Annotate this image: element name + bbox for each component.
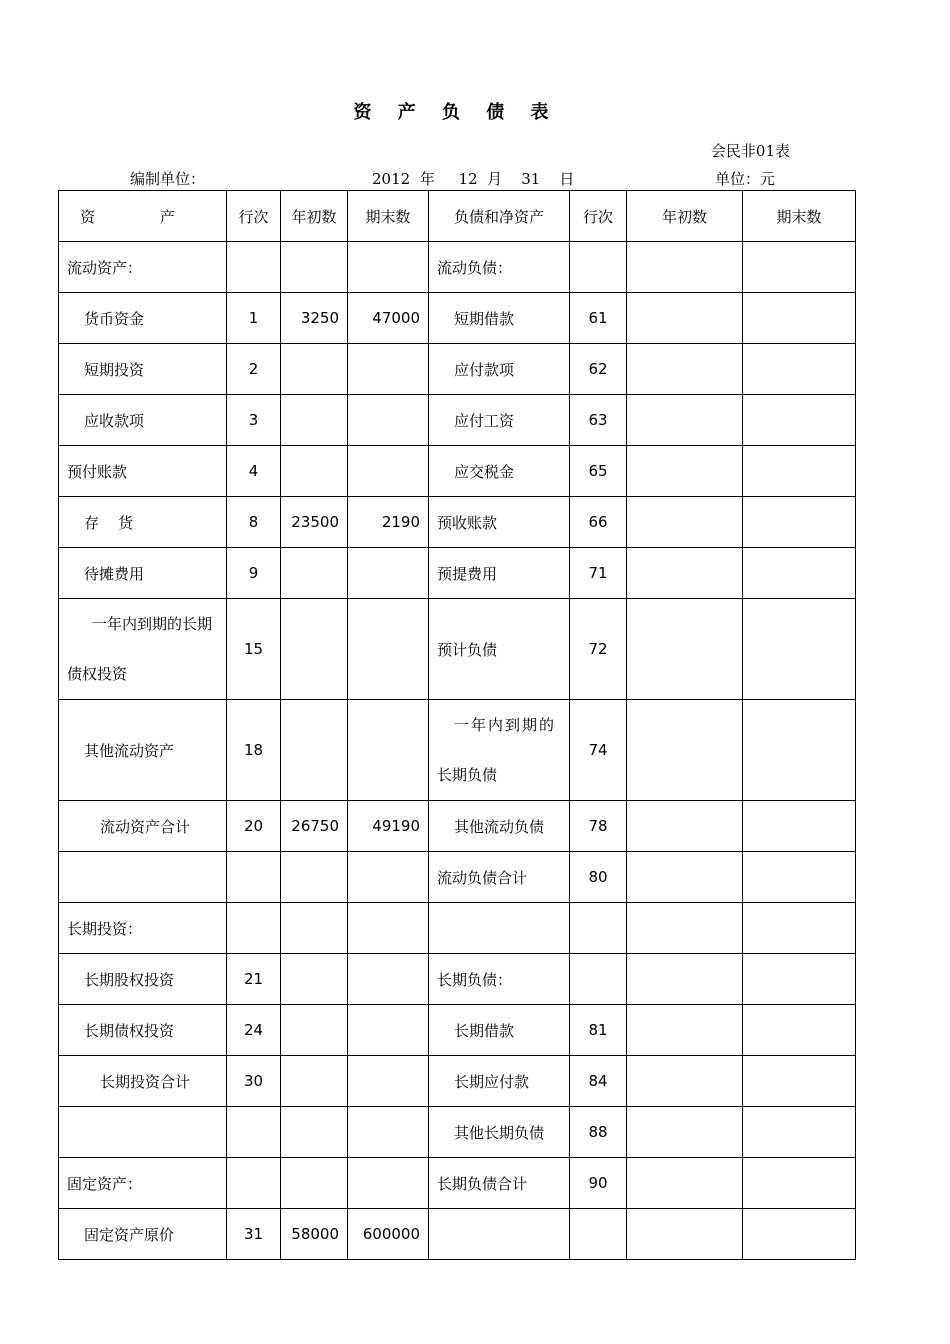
- liability-row-no: 81: [570, 1005, 627, 1056]
- org-label: 编制单位：: [130, 170, 206, 188]
- asset-begin: 58000: [281, 1209, 348, 1260]
- asset-row-no: 21: [227, 954, 281, 1005]
- liability-name: 应付工资: [429, 395, 570, 446]
- liability-begin: [627, 1107, 743, 1158]
- liability-name: 应付款项: [429, 344, 570, 395]
- liability-begin: [627, 903, 743, 954]
- liability-name: 长期应付款: [429, 1056, 570, 1107]
- liability-row-no: 80: [570, 852, 627, 903]
- asset-begin: 23500: [281, 497, 348, 548]
- asset-begin: [281, 1056, 348, 1107]
- liability-end: [743, 548, 856, 599]
- asset-name: 其他流动资产: [59, 700, 227, 801]
- liability-end: [743, 293, 856, 344]
- asset-begin: [281, 1005, 348, 1056]
- table-row: [59, 801, 856, 852]
- asset-begin: [281, 242, 348, 293]
- liability-name: 预收账款: [429, 497, 570, 548]
- asset-end: 600000: [348, 1209, 429, 1260]
- header-end: 期末数: [348, 191, 429, 242]
- liability-begin: [627, 599, 743, 700]
- asset-name: [59, 852, 227, 903]
- liability-row-no: [570, 903, 627, 954]
- header-begin: 年初数: [281, 191, 348, 242]
- asset-end: [348, 1107, 429, 1158]
- liability-end: [743, 1056, 856, 1107]
- asset-row-no: 9: [227, 548, 281, 599]
- liability-begin: [627, 1005, 743, 1056]
- liability-name: 长期借款: [429, 1005, 570, 1056]
- header-asset: 资 产: [59, 191, 227, 242]
- liability-begin: [627, 344, 743, 395]
- liability-end: [743, 1158, 856, 1209]
- asset-end: [348, 242, 429, 293]
- asset-end: [348, 1056, 429, 1107]
- asset-name: 长期投资：: [59, 903, 227, 954]
- liability-row-no: 61: [570, 293, 627, 344]
- table-row: [59, 599, 856, 700]
- liability-end: [743, 903, 856, 954]
- table-row: [59, 1056, 856, 1107]
- table-header-row: [59, 191, 856, 242]
- table-row: [59, 242, 856, 293]
- asset-end: [348, 446, 429, 497]
- liability-end: [743, 1209, 856, 1260]
- liability-end: [743, 446, 856, 497]
- asset-row-no: [227, 852, 281, 903]
- asset-end: [348, 1158, 429, 1209]
- liability-begin: [627, 497, 743, 548]
- asset-begin: [281, 395, 348, 446]
- asset-name-line1: 一年内到期的长期: [92, 615, 213, 633]
- liability-end: [743, 801, 856, 852]
- liability-name: [429, 903, 570, 954]
- unit-label: 单位：元: [715, 170, 776, 188]
- asset-end: 49190: [348, 801, 429, 852]
- report-date: 2012 年 12 月 31 日: [372, 170, 575, 188]
- liability-end: [743, 344, 856, 395]
- liability-begin: [627, 446, 743, 497]
- table-row: [59, 903, 856, 954]
- table-row: [59, 497, 856, 548]
- liability-end: [743, 242, 856, 293]
- table-row: [59, 344, 856, 395]
- liability-row-no: 88: [570, 1107, 627, 1158]
- asset-begin: [281, 344, 348, 395]
- form-code: 会民非01表: [710, 142, 790, 160]
- table-row: [59, 1107, 856, 1158]
- asset-name: 短期投资: [59, 344, 227, 395]
- liability-end: [743, 700, 856, 801]
- liability-name: 应交税金: [429, 446, 570, 497]
- liability-begin: [627, 293, 743, 344]
- liability-begin: [627, 700, 743, 801]
- asset-row-no: 3: [227, 395, 281, 446]
- asset-begin: 26750: [281, 801, 348, 852]
- liability-name: 流动负债合计: [429, 852, 570, 903]
- asset-end: [348, 599, 429, 700]
- asset-begin: [281, 1107, 348, 1158]
- asset-name: 固定资产：: [59, 1158, 227, 1209]
- liability-end: [743, 852, 856, 903]
- liability-row-no: 74: [570, 700, 627, 801]
- liability-end: [743, 395, 856, 446]
- asset-name: 固定资产原价: [59, 1209, 227, 1260]
- asset-end: [348, 852, 429, 903]
- table-row: [59, 1209, 856, 1260]
- header-row-no-2: 行次: [570, 191, 627, 242]
- asset-end: [348, 903, 429, 954]
- asset-row-no: 20: [227, 801, 281, 852]
- liability-begin: [627, 1209, 743, 1260]
- asset-name: [59, 599, 227, 700]
- liability-row-no: 66: [570, 497, 627, 548]
- liability-begin: [627, 548, 743, 599]
- asset-row-no: 4: [227, 446, 281, 497]
- asset-end: [348, 395, 429, 446]
- asset-name: 长期股权投资: [59, 954, 227, 1005]
- asset-end: [348, 954, 429, 1005]
- asset-row-no: 15: [227, 599, 281, 700]
- table-row: [59, 293, 856, 344]
- liability-name: 预提费用: [429, 548, 570, 599]
- asset-begin: 3250: [281, 293, 348, 344]
- asset-row-no: [227, 242, 281, 293]
- liability-begin: [627, 954, 743, 1005]
- asset-name: 预付账款: [59, 446, 227, 497]
- liability-begin: [627, 852, 743, 903]
- liability-row-no: 71: [570, 548, 627, 599]
- asset-end: [348, 344, 429, 395]
- asset-name: 待摊费用: [59, 548, 227, 599]
- asset-begin: [281, 903, 348, 954]
- asset-name-line2: 债权投资: [67, 665, 128, 683]
- asset-begin: [281, 852, 348, 903]
- liability-row-no: 62: [570, 344, 627, 395]
- meta-row: [0, 168, 950, 190]
- liability-name: [429, 1209, 570, 1260]
- liability-row-no: 84: [570, 1056, 627, 1107]
- header-end-2: 期末数: [743, 191, 856, 242]
- liability-name-line2: 长期负债: [437, 766, 498, 784]
- liability-end: [743, 497, 856, 548]
- liability-name: 长期负债：: [429, 954, 570, 1005]
- liability-row-no: 63: [570, 395, 627, 446]
- liability-name: 其他流动负债: [429, 801, 570, 852]
- asset-row-no: 30: [227, 1056, 281, 1107]
- liability-begin: [627, 1056, 743, 1107]
- liability-end: [743, 1107, 856, 1158]
- asset-name: 流动资产：: [59, 242, 227, 293]
- asset-row-no: [227, 1107, 281, 1158]
- liability-row-no: 78: [570, 801, 627, 852]
- asset-begin: [281, 599, 348, 700]
- liability-name: 长期负债合计: [429, 1158, 570, 1209]
- table-row: [59, 395, 856, 446]
- asset-row-no: 18: [227, 700, 281, 801]
- asset-begin: [281, 446, 348, 497]
- asset-name: 应收款项: [59, 395, 227, 446]
- balance-sheet-table: [58, 190, 856, 1260]
- asset-name: 货币资金: [59, 293, 227, 344]
- liability-row-no: 90: [570, 1158, 627, 1209]
- liability-end: [743, 1005, 856, 1056]
- liability-row-no: 72: [570, 599, 627, 700]
- table-row: [59, 1158, 856, 1209]
- liability-begin: [627, 1158, 743, 1209]
- table-row: [59, 700, 856, 801]
- table-row: [59, 1005, 856, 1056]
- asset-end: [348, 700, 429, 801]
- liability-end: [743, 954, 856, 1005]
- liability-begin: [627, 395, 743, 446]
- liability-name-line1: 一年内到期的: [454, 716, 557, 734]
- liability-name: 流动负债：: [429, 242, 570, 293]
- table-row: [59, 446, 856, 497]
- liability-row-no: [570, 242, 627, 293]
- liability-row-no: [570, 1209, 627, 1260]
- liability-name: 预计负债: [429, 599, 570, 700]
- liability-row-no: 65: [570, 446, 627, 497]
- asset-row-no: 1: [227, 293, 281, 344]
- asset-begin: [281, 700, 348, 801]
- asset-name: [59, 1107, 227, 1158]
- liability-name: 其他长期负债: [429, 1107, 570, 1158]
- asset-row-no: 8: [227, 497, 281, 548]
- asset-name: 存 货: [59, 497, 227, 548]
- asset-begin: [281, 954, 348, 1005]
- asset-end: 47000: [348, 293, 429, 344]
- liability-row-no: [570, 954, 627, 1005]
- asset-name: 长期债权投资: [59, 1005, 227, 1056]
- asset-row-no: 2: [227, 344, 281, 395]
- header-begin-2: 年初数: [627, 191, 743, 242]
- asset-end: 2190: [348, 497, 429, 548]
- table-row: [59, 954, 856, 1005]
- liability-name: [429, 700, 570, 801]
- asset-begin: [281, 1158, 348, 1209]
- asset-row-no: [227, 903, 281, 954]
- table-row: [59, 548, 856, 599]
- asset-begin: [281, 548, 348, 599]
- asset-name: 流动资产合计: [59, 801, 227, 852]
- asset-row-no: 31: [227, 1209, 281, 1260]
- liability-begin: [627, 801, 743, 852]
- liability-name: 短期借款: [429, 293, 570, 344]
- table-row: [59, 852, 856, 903]
- page-title: 资 产 负 债 表: [353, 102, 559, 123]
- asset-end: [348, 1005, 429, 1056]
- liability-begin: [627, 242, 743, 293]
- liability-end: [743, 599, 856, 700]
- asset-end: [348, 548, 429, 599]
- header-liabilities: 负债和净资产: [429, 191, 570, 242]
- asset-row-no: [227, 1158, 281, 1209]
- asset-row-no: 24: [227, 1005, 281, 1056]
- header-row-no: 行次: [227, 191, 281, 242]
- asset-name: 长期投资合计: [59, 1056, 227, 1107]
